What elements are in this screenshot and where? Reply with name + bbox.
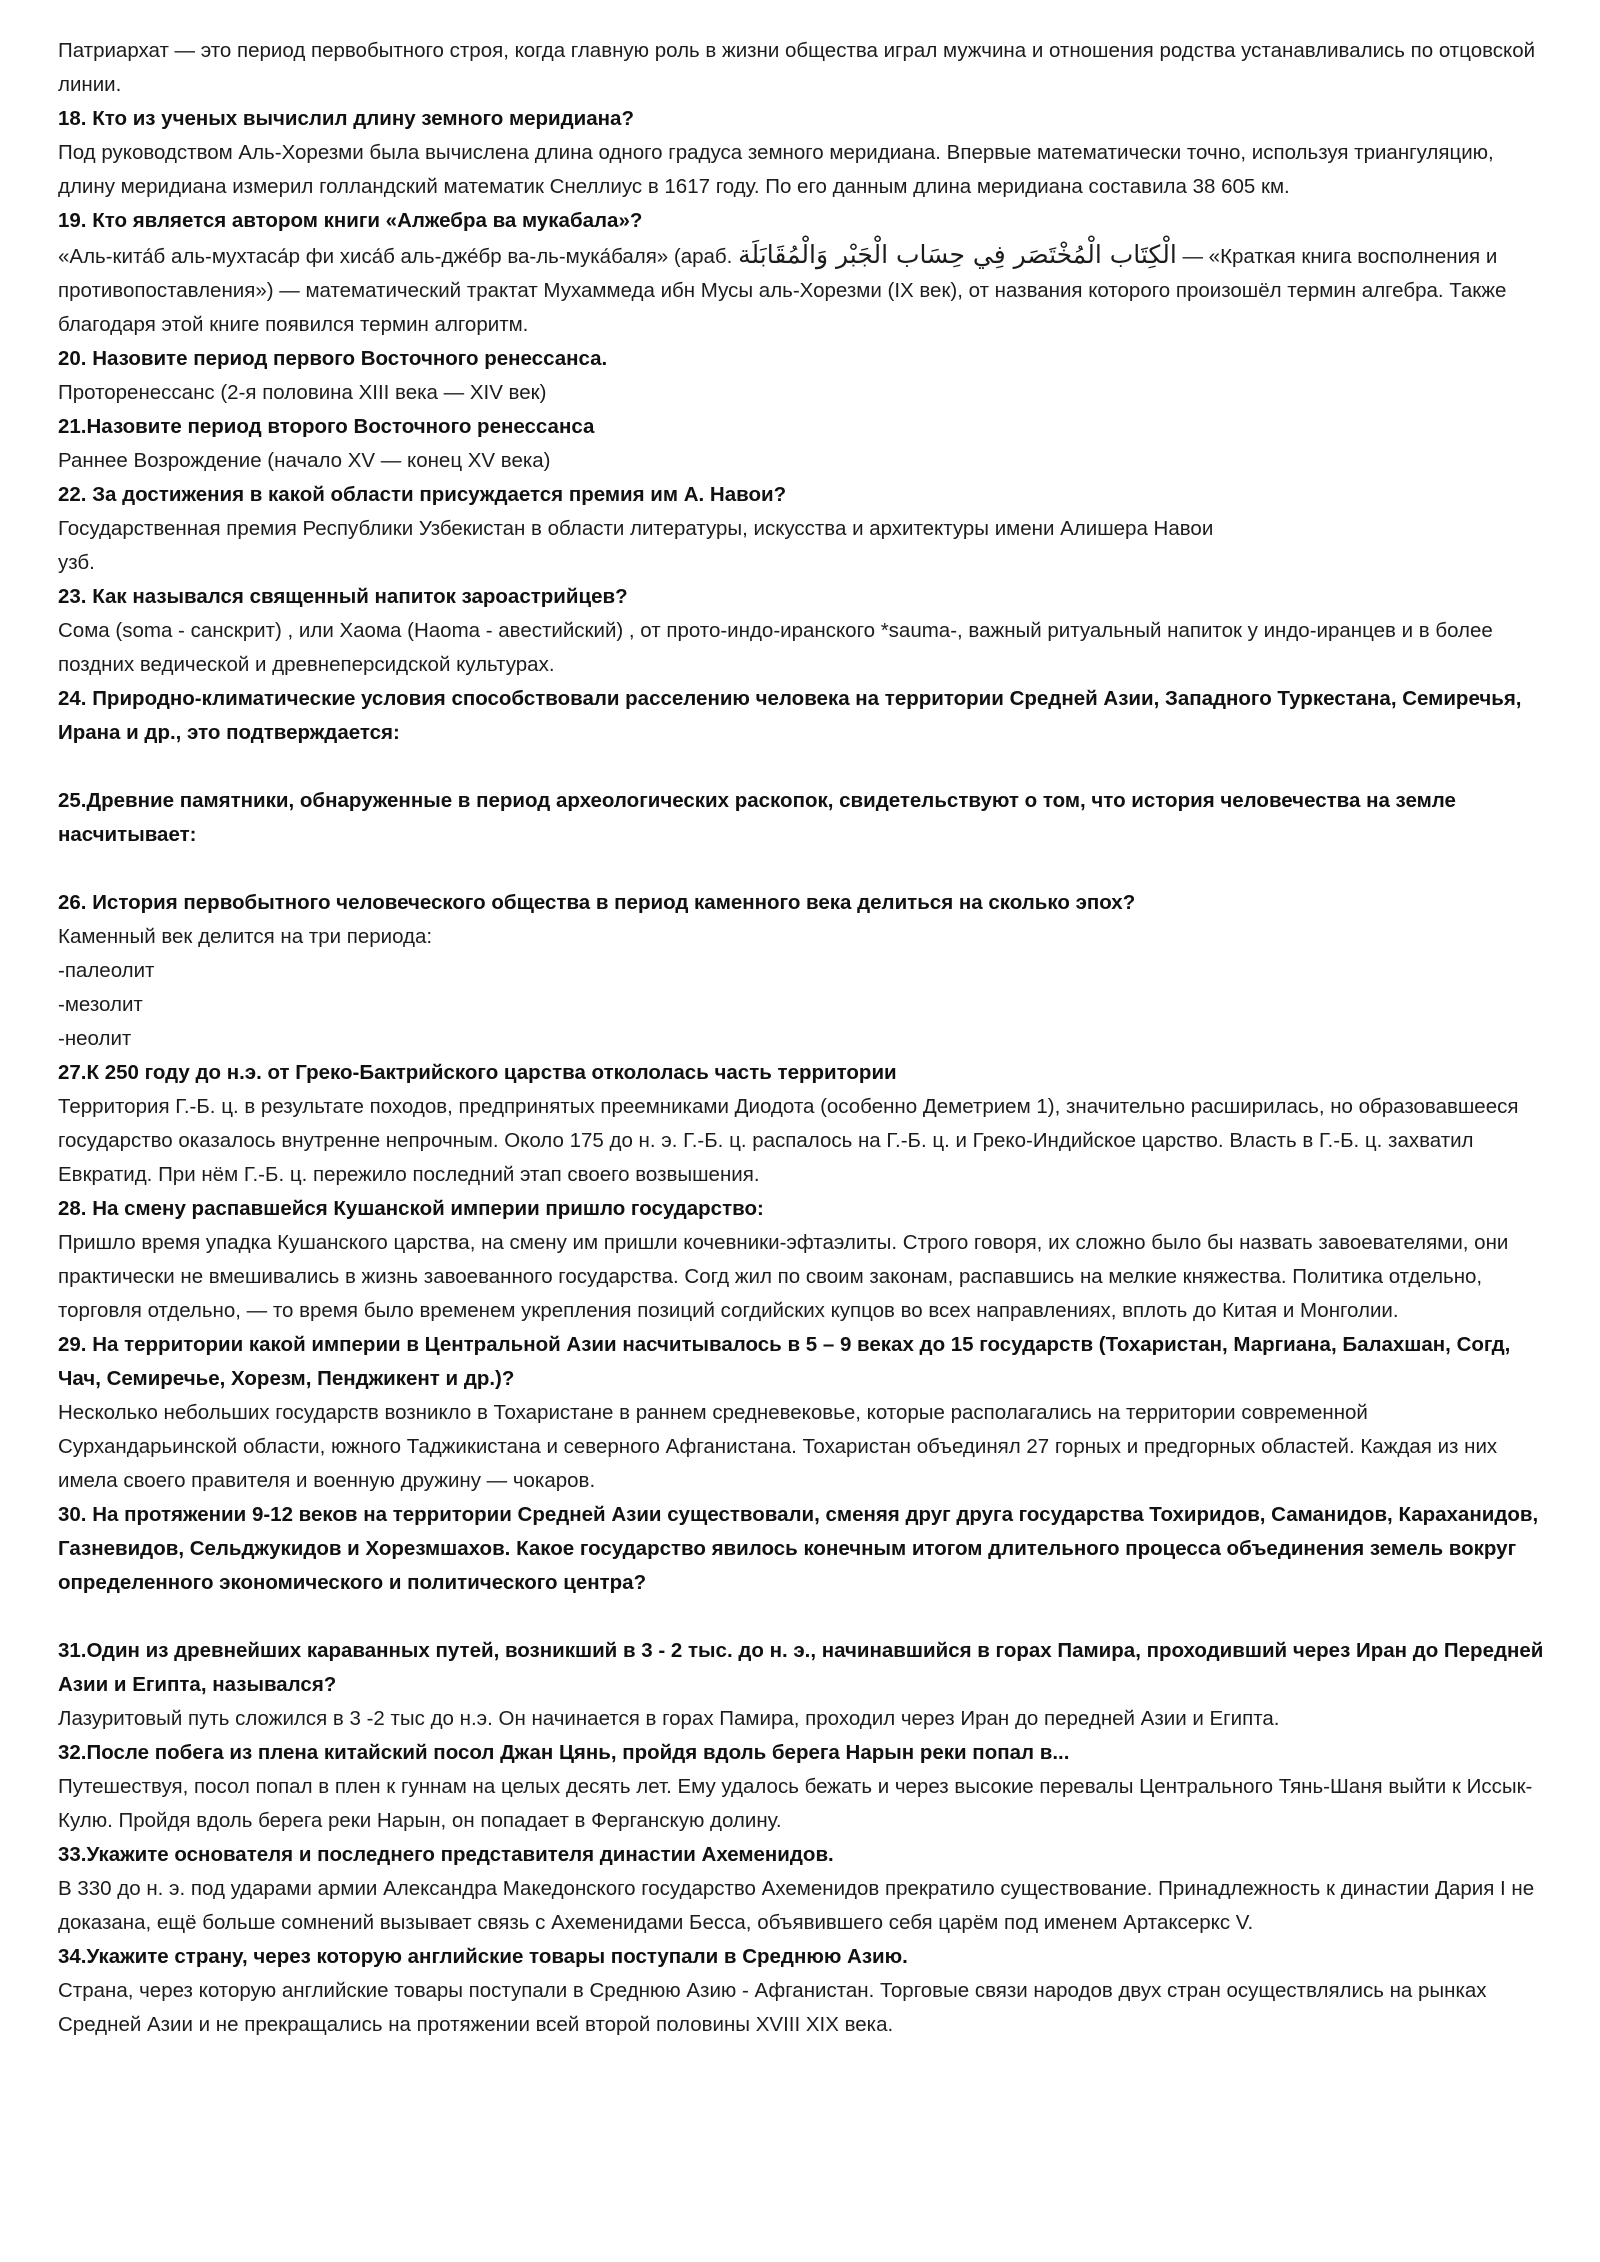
question-29: 29. На территории какой империи в Центральной Азии насчитывалось в 5 – 9 веках до 15 государств (Тохаристан, Маргиана, Балахшан, Согд, Чач, Семиречье, Хорезм, Пенджикент и др.)? — [58, 1333, 1511, 1390]
question-28: 28. На смену распавшейся Кушанской империи пришло государство: — [58, 1197, 764, 1220]
answer-32: Путешествуя, посол попал в плен к гуннам на целых десять лет. Ему удалось бежать и через высокие перевалы Центрального Тянь-Шаня выйти к Иссык-Кулю. Пройдя вдоль берега реки Нарын, он попадает в Ферганскую долину. — [58, 1775, 1533, 1832]
question-30: 30. На протяжении 9-12 веков на территории Средней Азии существовали, сменяя друг друга государства Тохиридов, Саманидов, Караханидов, Газневидов, Сельджукидов и Хорезмшахов. Какое государство явилось конечным итогом длительного процесса объединения земель вокруг определенного экономического и политического центра? — [58, 1503, 1539, 1594]
answer-31: Лазуритовый путь сложился в 3 -2 тыс до н.э. Он начинается в горах Памира, проходил через Иран до передней Азии и Египта. — [58, 1707, 1280, 1730]
answer-19-pre: «Аль-кита́б аль-мухтаса́р фи хиса́б аль-дже́бр ва-ль-мука́баля» (араб. — [58, 245, 739, 268]
answer-28: Пришло время упадка Кушанского царства, на смену им пришли кочевники-эфтаэлиты. Строго говоря, их сложно было бы назвать завоевателями, они практически не вмешивались в жизнь завоеванного государства. Согд жил по своим законам, распавшись на мелкие княжества. Политика отдельно, торговля отдельно, — то время было временем укрепления позиций согдийских купцов во всех направлениях, вплоть до Китая и Монголии. — [58, 1231, 1509, 1322]
answer-19-arabic-title: الْكِتَاب الْمُخْتَصَر فِي حِسَاب الْجَبْر وَالْمُقَابَلَة — [738, 240, 1177, 269]
question-19: 19. Кто является автором книги «Алжебра ва мукабала»? — [58, 209, 643, 232]
question-22: 22. За достижения в какой области присуждается премия им А. Навои? — [58, 483, 787, 506]
question-25: 25.Древние памятники, обнаруженные в период археологических раскопок, свидетельствуют о том, что история человечества на земле насчитывает: — [58, 789, 1456, 846]
answer-23: Сома (soma - санскрит) , или Хаома (Haoma - авестийский) , от прото-индо-иранского *sauma-, важный ритуальный напиток у индо-иранцев и в более поздних ведической и древнеперсидской культурах. — [58, 619, 1493, 676]
blank-line — [58, 1600, 1552, 1634]
answer-19 — [58, 238, 1552, 342]
question-27: 27.К 250 году до н.э. от Греко-Бактрийского царства откололась часть территории — [58, 1061, 897, 1084]
answer-22: Государственная премия Республики Узбекистан в области литературы, искусства и архитектуры имени Алишера Навои — [58, 517, 1214, 540]
answer-26-list-item: -мезолит — [58, 993, 143, 1016]
answer-26: Каменный век делится на три периода: — [58, 925, 433, 948]
intro-paragraph: Патриархат — это период первобытного строя, когда главную роль в жизни общества играл мужчина и отношения родства устанавливались по отцовской линии. — [58, 39, 1536, 96]
blank-line — [58, 750, 1552, 784]
question-21: 21.Назовите период второго Восточного ренессанса — [58, 415, 595, 438]
answer-19-post: — «Краткая книга восполнения и противопоставления») — математический трактат Мухаммеда ибн Мусы аль-Хорезми (IX век), от названия которого произошёл термин алгебра. Также благодаря этой книге появился термин алгоритм. — [58, 245, 1507, 336]
question-23: 23. Как назывался священный напиток зароастрийцев? — [58, 585, 628, 608]
answer-20: Проторенессанс (2-я половина XIII века — XIV век) — [58, 381, 547, 404]
question-26: 26. История первобытного человеческого общества в период каменного века делиться на сколько эпох? — [58, 891, 1136, 914]
question-31: 31.Один из древнейших караванных путей, возникший в 3 - 2 тыс. до н. э., начинавшийся в горах Памира, проходивший через Иран до Передней Азии и Египта, назывался? — [58, 1639, 1544, 1696]
answer-26-list-item: -неолит — [58, 1027, 132, 1050]
question-24: 24. Природно-климатические условия способствовали расселению человека на территории Средней Азии, Западного Туркестана, Семиречья, Ирана и др., это подтверждается: — [58, 687, 1522, 744]
answer-26-list-item: -палеолит — [58, 959, 155, 982]
question-18: 18. Кто из ученых вычислил длину земного меридиана? — [58, 107, 634, 130]
question-20: 20. Назовите период первого Восточного ренессанса. — [58, 347, 608, 370]
answer-21: Раннее Возрождение (начало XV — конец XV века) — [58, 449, 551, 472]
answer-33: В 330 до н. э. под ударами армии Александра Македонского государство Ахеменидов прекратило существование. Принадлежность к династии Дария I не доказана, ещё больше сомнений вызывает связь с Ахеменидами Бесса, объявившего себя царём под именем Артаксеркс V. — [58, 1877, 1535, 1934]
blank-line — [58, 852, 1552, 886]
answer-29: Несколько небольших государств возникло в Тохаристане в раннем средневековье, которые располагались на территории современной Сурхандарьинской области, южного Таджикистана и северного Афганистана. Тохаристан объединял 27 горных и предгорных областей. Каждая из них имела своего правителя и военную дружину — чокаров. — [58, 1401, 1498, 1492]
answer-27: Территория Г.-Б. ц. в результате походов, предпринятых преемниками Диодота (особенно Деметрием 1), значительно расширилась, но образовавшееся государство оказалось внутренне непрочным. Около 175 до н. э. Г.-Б. ц. распалось на Г.-Б. ц. и Греко-Индийское царство. Власть в Г.-Б. ц. захватил Евкратид. При нём Г.-Б. ц. пережило последний этап своего возвышения. — [58, 1095, 1519, 1186]
question-34: 34.Укажите страну, через которую английские товары поступали в Среднюю Азию. — [58, 1945, 908, 1968]
answer-22-note: узб. — [58, 551, 95, 574]
answer-18: Под руководством Аль-Хорезми была вычислена длина одного градуса земного меридиана. Впервые математически точно, используя триангуляцию, длину меридиана измерил голландский математик Снеллиус в 1617 году. По его данным длина меридиана составила 38 605 км. — [58, 141, 1494, 198]
question-32: 32.После побега из плена китайский посол Джан Цянь, пройдя вдоль берега Нарын реки попал в... — [58, 1741, 1070, 1764]
question-33: 33.Укажите основателя и последнего представителя династии Ахеменидов. — [58, 1843, 834, 1866]
answer-34: Страна, через которую английские товары поступали в Среднюю Азию - Афганистан. Торговые связи народов двух стран осуществлялись на рынках Средней Азии и не прекращались на протяжении всей второй половины XVIII XIX века. — [58, 1979, 1487, 2036]
